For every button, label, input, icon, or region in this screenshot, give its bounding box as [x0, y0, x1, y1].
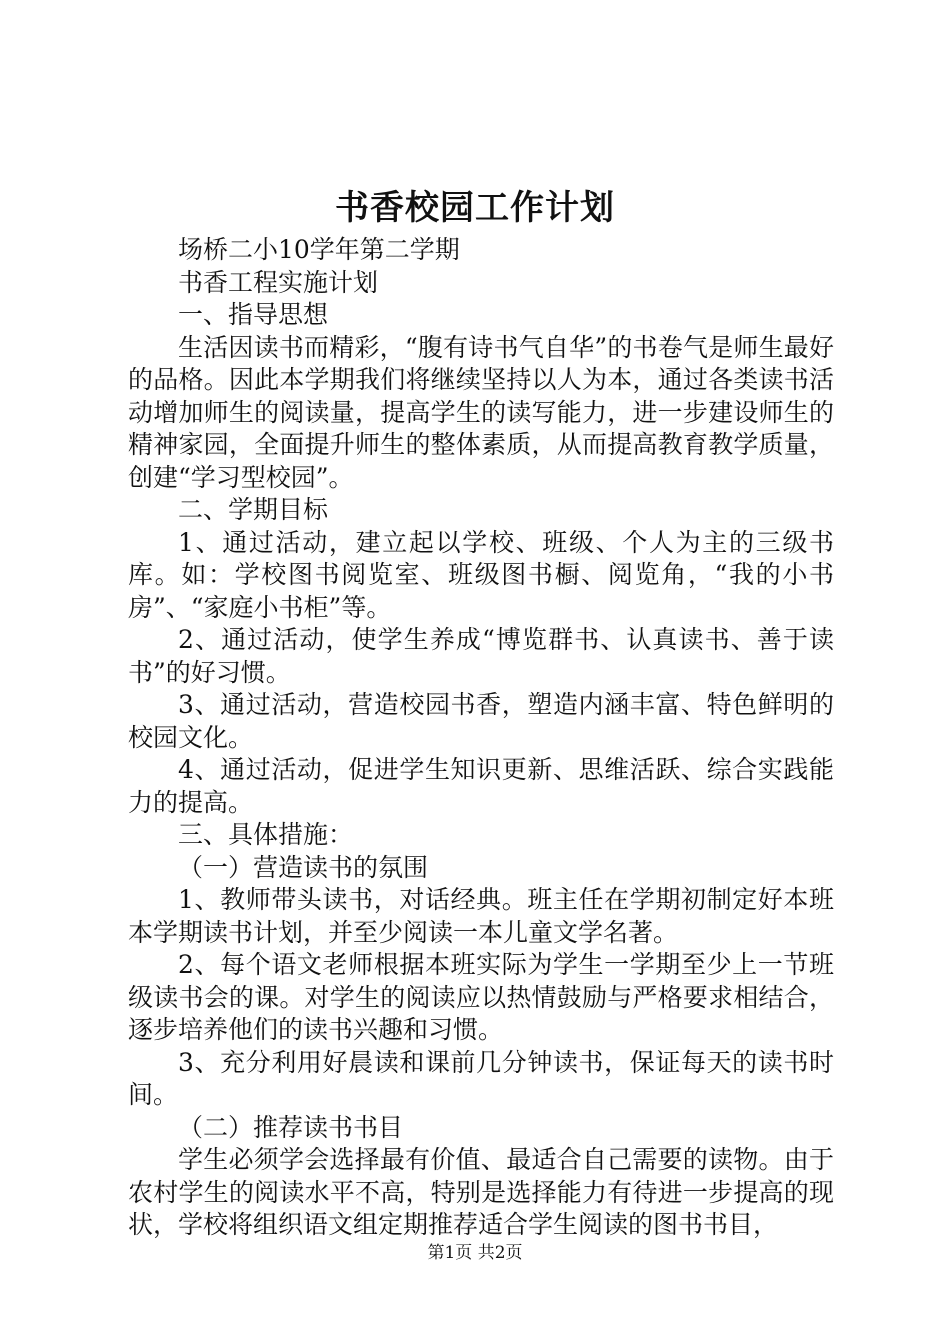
paragraph-goal-3: 3、通过活动，营造校园书香，塑造内涵丰富、特色鲜明的校园文化。 [128, 690, 834, 752]
paragraph-measure-1: 1、教师带头读书，对话经典。班主任在学期初制定好本班本学期读书计划，并至少阅读一本儿童文学名著。 [128, 885, 834, 947]
paragraph-goal-4: 4、通过活动，促进学生知识更新、思维活跃、综合实践能力的提高。 [128, 755, 834, 817]
paragraph-recommended-books: 学生必须学会选择最有价值、最适合自己需要的读物。由于农村学生的阅读水平不高，特别是选择能力有待进一步提高的现状，学校将组织语文组定期推荐适合学生阅读的图书书目， [128, 1145, 834, 1239]
paragraph-school-term: 场桥二小10学年第二学期 [178, 235, 460, 264]
document-body [128, 234, 834, 1242]
paragraph-plan-name: 书香工程实施计划 [178, 267, 379, 297]
paragraph-goal-1: 1、通过活动，建立起以学校、班级、个人为主的三级书库。如：学校图书阅览室、班级图书橱、阅览角，“我的小书房”、“家庭小书柜”等。 [128, 527, 834, 622]
subheading-reading-atmosphere: （一）营造读书的氛围 [178, 852, 429, 882]
paragraph-guiding-thought: 生活因读书而精彩，“腹有诗书气自华”的书卷气是师生最好的品格。因此本学期我们将继续坚持以人为本，通过各类读书活动增加师生的阅读量，提高学生的读写能力，进一步建设师生的精神家园，全面提升师生的整体素质，从而提高教育教学质量，创建“学习型校园”。 [128, 332, 834, 492]
page-number: 第1页 共2页 [427, 1243, 523, 1263]
subheading-recommended-books: （二）推荐读书书目 [178, 1112, 404, 1142]
paragraph-measure-3: 3、充分利用好晨读和课前几分钟读书，保证每天的读书时间。 [128, 1047, 834, 1109]
heading-term-goals: 二、学期目标 [178, 495, 329, 524]
heading-measures: 三、具体措施： [178, 820, 354, 849]
heading-guiding-thought: 一、指导思想 [178, 300, 329, 329]
document-title: 书香校园工作计划 [335, 188, 615, 228]
paragraph-measure-2: 2、每个语文老师根据本班实际为学生一学期至少上一节班级读书会的课。对学生的阅读应以热情鼓励与严格要求相结合，逐步培养他们的读书兴趣和习惯。 [128, 950, 834, 1044]
paragraph-goal-2: 2、通过活动，使学生养成“博览群书、认真读书、善于读书”的好习惯。 [128, 625, 834, 687]
